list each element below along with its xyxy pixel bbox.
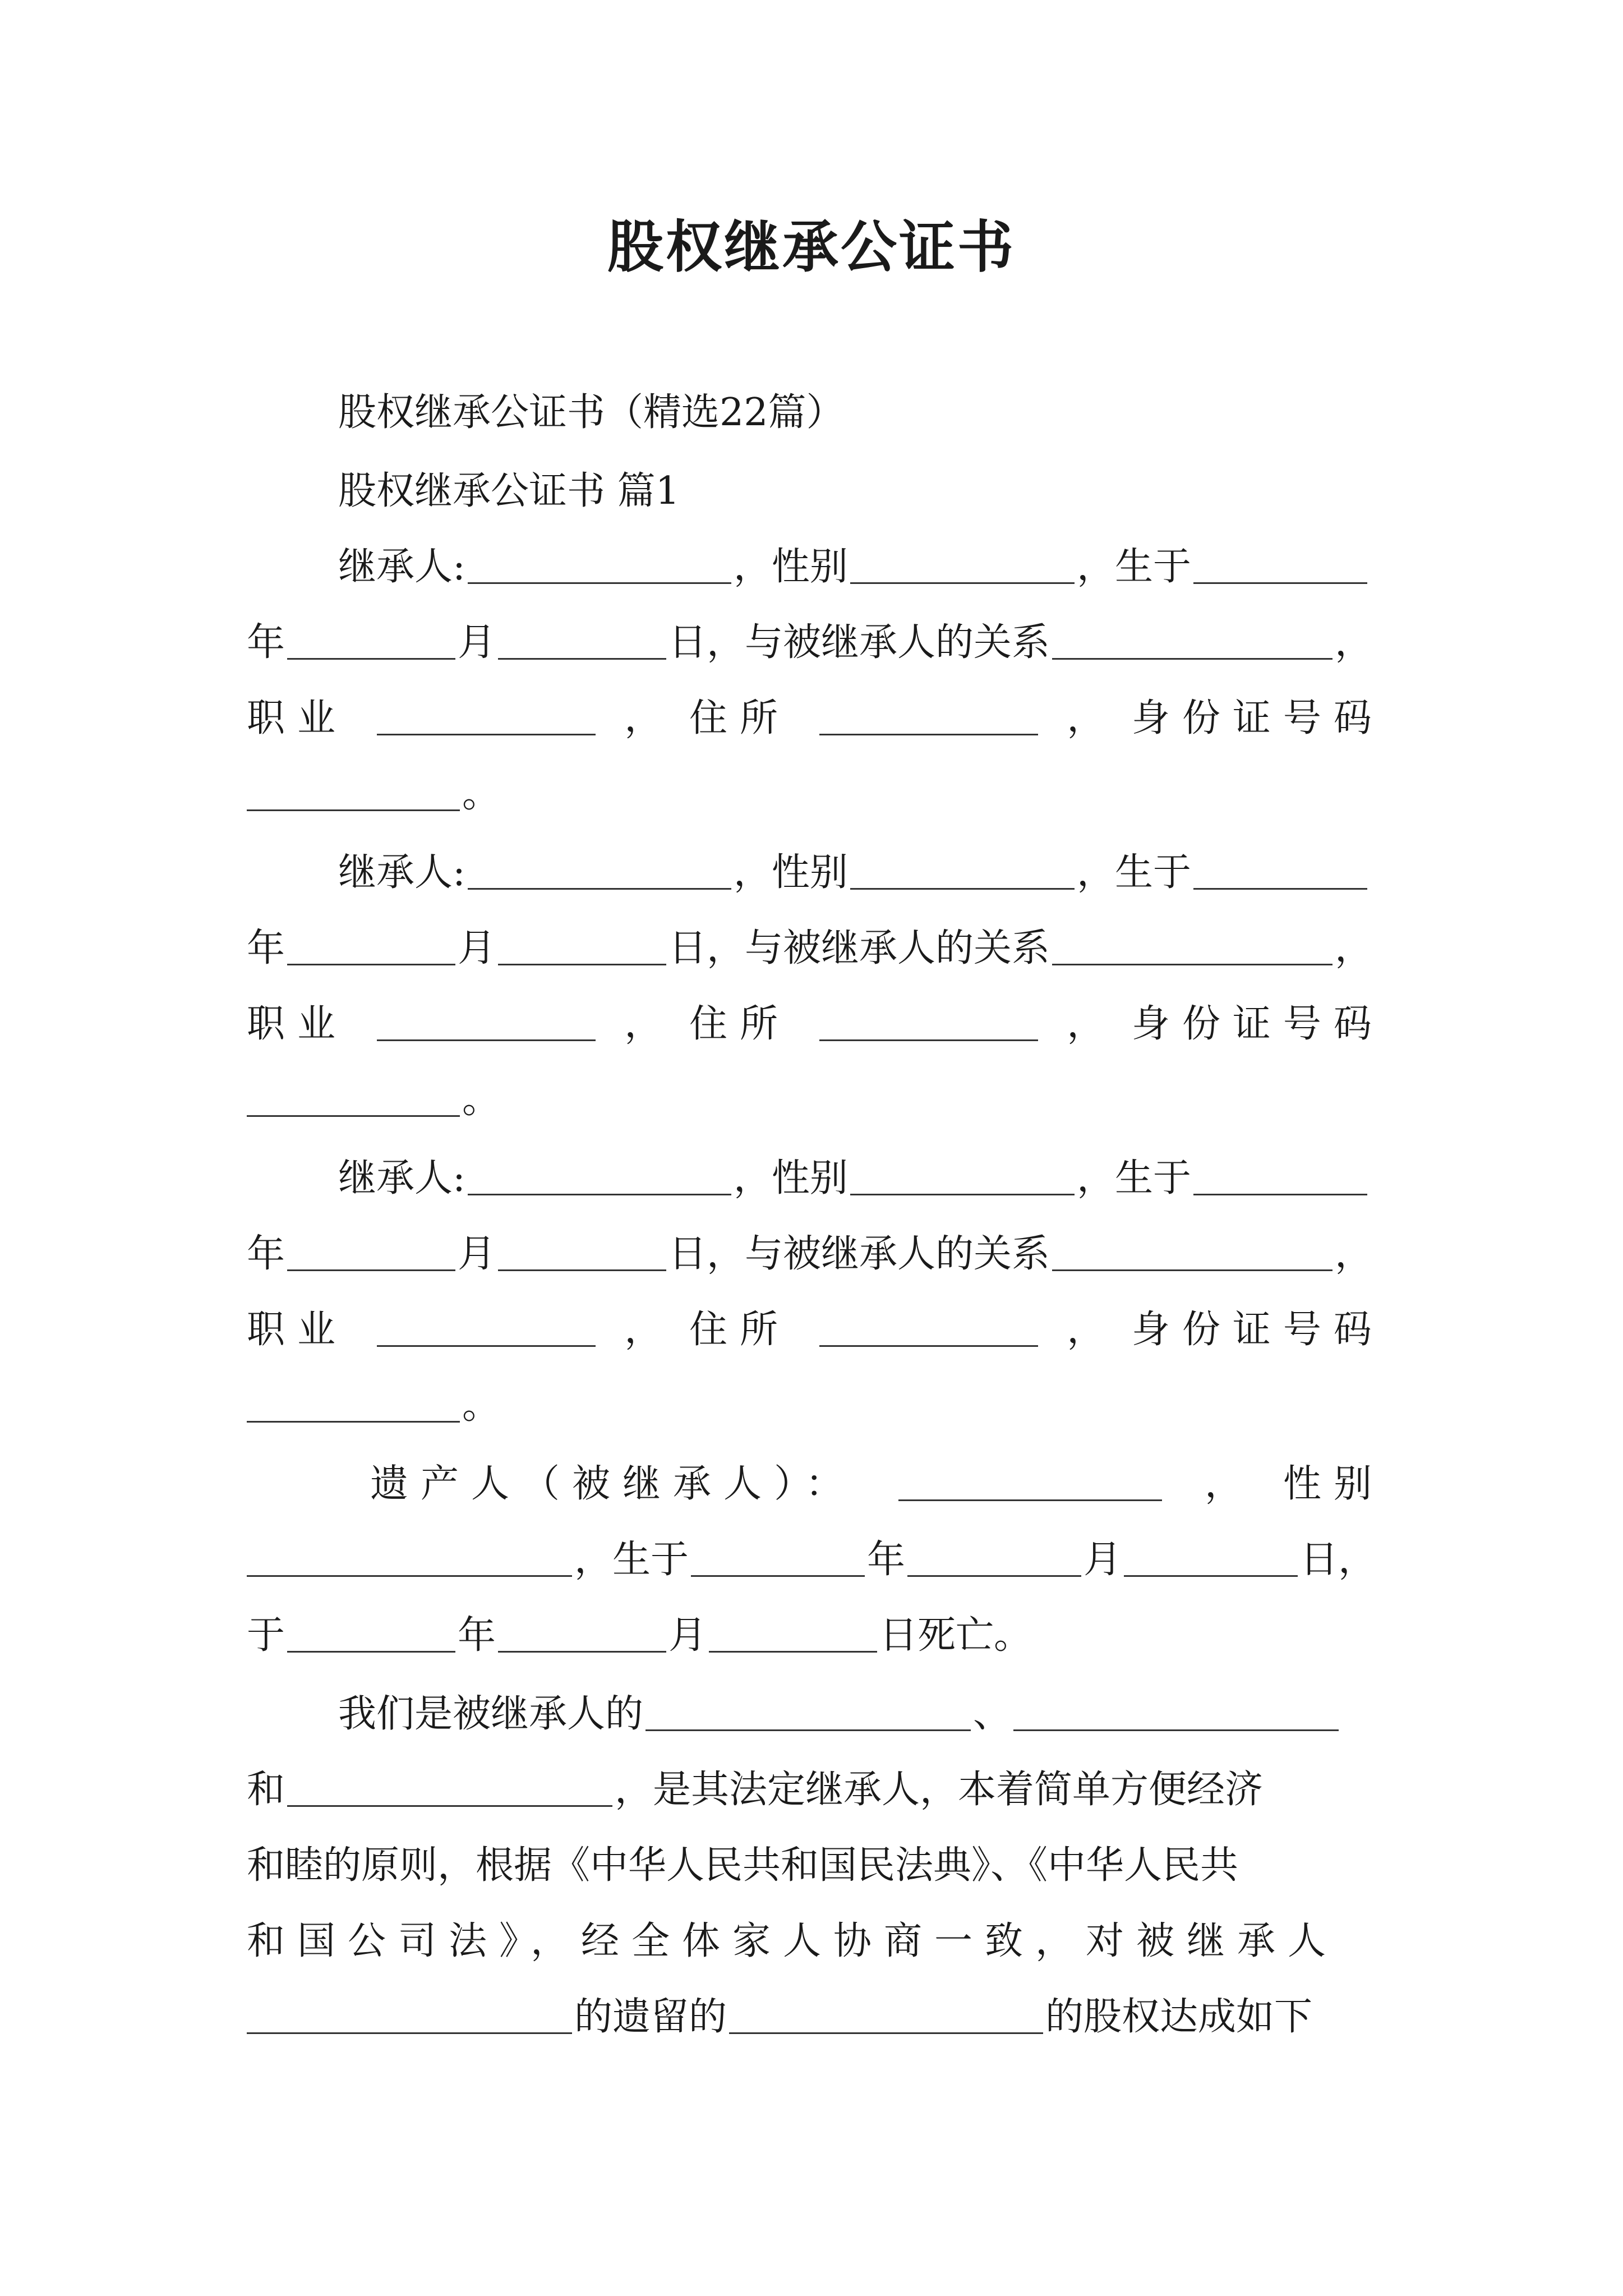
heir-3-line-1: 继承人: ，性别 ，生于 (247, 1136, 1384, 1198)
heir-1-line-2: 年 月 日，与被继承人的关系 ， (247, 620, 1373, 665)
occupation-blank[interactable] (377, 1038, 596, 1041)
birth-day-blank[interactable] (498, 1268, 666, 1271)
birth-year-blank[interactable] (1193, 887, 1367, 890)
gender-blank[interactable] (850, 1193, 1075, 1195)
id-number-blank[interactable] (247, 1420, 460, 1423)
heir-name-blank[interactable] (468, 887, 731, 890)
birth-month-blank[interactable] (287, 1268, 455, 1271)
birth-year-blank[interactable] (1193, 581, 1367, 584)
heir-2-line-4: 。 (247, 1057, 1384, 1119)
agreement-line-2: 和 ，是其法定继承人，本着简单方便经济 (247, 1768, 1264, 1812)
death-month-blank[interactable] (498, 1650, 666, 1653)
agreement-line-4: 和国公司法》，经全体家人协商一致，对被继承人 (247, 1919, 1339, 1963)
decedent-gender-blank[interactable] (247, 1574, 572, 1577)
subtitle: 股权继承公证书（精选22篇） (338, 390, 845, 435)
decedent-name-blank-2[interactable] (247, 2031, 572, 2034)
birth-year-blank[interactable] (1193, 1193, 1367, 1195)
relation-blank-1[interactable] (645, 1728, 971, 1731)
birth-day-blank[interactable] (498, 963, 666, 965)
heir-1-line-4: 。 (247, 752, 1384, 813)
heir-2-line-3: 职业 ， 住所 ， 身份证号码 (247, 1002, 1384, 1046)
decedent-line-3: 于 年 月 日死亡。 (247, 1613, 1032, 1658)
relation-blank[interactable] (1052, 657, 1332, 660)
heir-2-line-2: 年 月 日，与被继承人的关系 ， (247, 926, 1373, 970)
heir-3-line-2: 年 月 日，与被继承人的关系 ， (247, 1232, 1373, 1276)
agreement-line-5: 的遗留的 的股权达成如下 (247, 1975, 1384, 2036)
document-title: 股权继承公证书 (607, 214, 1016, 280)
id-number-blank[interactable] (247, 1114, 460, 1117)
relation-blank-3[interactable] (287, 1804, 612, 1807)
id-number-blank[interactable] (247, 808, 460, 811)
heir-name-blank[interactable] (468, 581, 731, 584)
heir-1-line-3: 职业 ， 住所 ， 身份证号码 (247, 696, 1384, 740)
heir-2-line-1: 继承人: ，性别 ，生于 (247, 830, 1384, 892)
decedent-name-blank[interactable] (898, 1498, 1162, 1501)
section-heading: 股权继承公证书 篇1 (338, 469, 680, 513)
relation-blank-2[interactable] (1013, 1728, 1339, 1731)
residence-blank[interactable] (819, 1038, 1038, 1041)
residence-blank[interactable] (819, 1344, 1038, 1347)
heir-3-line-4: 。 (247, 1363, 1384, 1425)
relation-blank[interactable] (1052, 963, 1332, 965)
birth-month-blank[interactable] (287, 963, 455, 965)
occupation-blank[interactable] (377, 1344, 596, 1347)
decedent-birth-month-blank[interactable] (907, 1574, 1081, 1577)
relation-blank[interactable] (1052, 1268, 1332, 1271)
decedent-line-1: 遗产人（被继承人）： ， 性别 (370, 1462, 1384, 1506)
heir-name-blank[interactable] (468, 1193, 731, 1195)
agreement-line-3: 和睦的原则，根据《中华人民共和国民法典》、《中华人民共 (247, 1843, 1239, 1888)
gender-blank[interactable] (850, 887, 1075, 890)
heir-3-line-3: 职业 ， 住所 ， 身份证号码 (247, 1308, 1384, 1352)
decedent-line-2: ，生于 年 月 日， (247, 1517, 1384, 1579)
occupation-blank[interactable] (377, 733, 596, 735)
company-name-blank[interactable] (729, 2031, 1043, 2034)
birth-month-blank[interactable] (287, 657, 455, 660)
decedent-birth-day-blank[interactable] (1124, 1574, 1298, 1577)
decedent-birth-year-blank[interactable] (691, 1574, 865, 1577)
death-day-blank[interactable] (709, 1650, 877, 1653)
heir-1-line-1: 继承人: ，性别 ，生于 (247, 524, 1384, 586)
death-year-blank[interactable] (287, 1650, 455, 1653)
gender-blank[interactable] (850, 581, 1075, 584)
residence-blank[interactable] (819, 733, 1038, 735)
agreement-line-1: 我们是被继承人的 、 (247, 1672, 1384, 1733)
birth-day-blank[interactable] (498, 657, 666, 660)
